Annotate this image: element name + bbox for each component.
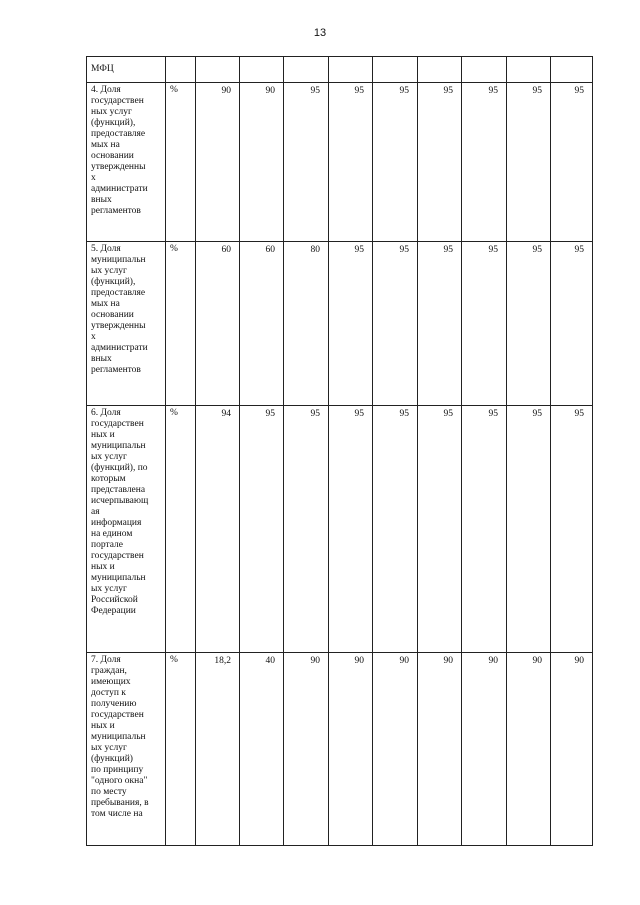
indicator-label-cell (87, 242, 166, 406)
header-label-cell: МФЦ (87, 57, 166, 83)
value-cell: 95 (240, 406, 284, 653)
header-empty-cell (551, 57, 593, 83)
value-cell: 95 (507, 242, 551, 406)
page-number: 13 (313, 27, 327, 39)
value-cell: 95 (462, 406, 507, 653)
indicator-label-cell (87, 653, 166, 846)
unit-cell: % (166, 653, 196, 846)
header-empty-cell (284, 57, 329, 83)
value-cell: 95 (462, 242, 507, 406)
indicator-table (86, 56, 593, 846)
value-cell: 95 (284, 406, 329, 653)
value-cell: 40 (240, 653, 284, 846)
value-cell: 60 (240, 242, 284, 406)
header-empty-cell (462, 57, 507, 83)
header-empty-cell (373, 57, 418, 83)
value-cell: 95 (373, 242, 418, 406)
value-cell: 90 (329, 653, 373, 846)
indicator-label-cell (87, 83, 166, 242)
indicator-label-cell (87, 406, 166, 653)
unit-cell: % (166, 83, 196, 242)
value-cell: 90 (196, 83, 240, 242)
unit-cell: % (166, 242, 196, 406)
value-cell: 95 (329, 406, 373, 653)
table-row (87, 242, 593, 406)
header-empty-cell (196, 57, 240, 83)
unit-cell: % (166, 406, 196, 653)
value-cell: 95 (507, 406, 551, 653)
indicator-label: 6. Доля государствен ных и муниципальн ых услуг (функций), по которым представлена исчерпывающ ая информация на едином портале государствен ных и муниципальн ых услуг Российской Федерации (91, 408, 149, 616)
value-cell: 95 (418, 406, 462, 653)
value-cell: 95 (373, 406, 418, 653)
table-row (87, 83, 593, 242)
value-cell: 90 (240, 83, 284, 242)
value-cell: 95 (418, 242, 462, 406)
value-cell: 90 (462, 653, 507, 846)
value-cell: 95 (507, 83, 551, 242)
value-cell: 90 (373, 653, 418, 846)
indicator-label: 7. Доля граждан, имеющих доступ к получению государствен ных и муниципальн ых услуг (функций) по принципу "одного окна" по месту пребывания, в том числе на (91, 655, 149, 819)
value-cell: 95 (551, 242, 593, 406)
table-row (87, 406, 593, 653)
header-empty-cell (418, 57, 462, 83)
value-cell: 95 (551, 406, 593, 653)
value-cell: 95 (551, 83, 593, 242)
value-cell: 95 (284, 83, 329, 242)
value-cell: 95 (329, 242, 373, 406)
value-cell: 60 (196, 242, 240, 406)
value-cell: 90 (418, 653, 462, 846)
table-header-row (87, 57, 593, 83)
value-cell: 90 (551, 653, 593, 846)
header-empty-cell (240, 57, 284, 83)
value-cell: 94 (196, 406, 240, 653)
indicator-label: 5. Доля муниципальн ых услуг (функций), предоставляе мых на основании утвержденны х администрати вных регламентов (91, 244, 148, 375)
value-cell: 95 (462, 83, 507, 242)
header-empty-cell (507, 57, 551, 83)
value-cell: 95 (418, 83, 462, 242)
value-cell: 90 (507, 653, 551, 846)
header-empty-cell (166, 57, 196, 83)
value-cell: 80 (284, 242, 329, 406)
value-cell: 90 (284, 653, 329, 846)
value-cell: 95 (329, 83, 373, 242)
header-empty-cell (329, 57, 373, 83)
value-cell: 95 (373, 83, 418, 242)
value-cell: 18,2 (196, 653, 240, 846)
table-row (87, 653, 593, 846)
indicator-label: 4. Доля государствен ных услуг (функций), предоставляе мых на основании утвержденны х администрати вных регламентов (91, 85, 148, 216)
